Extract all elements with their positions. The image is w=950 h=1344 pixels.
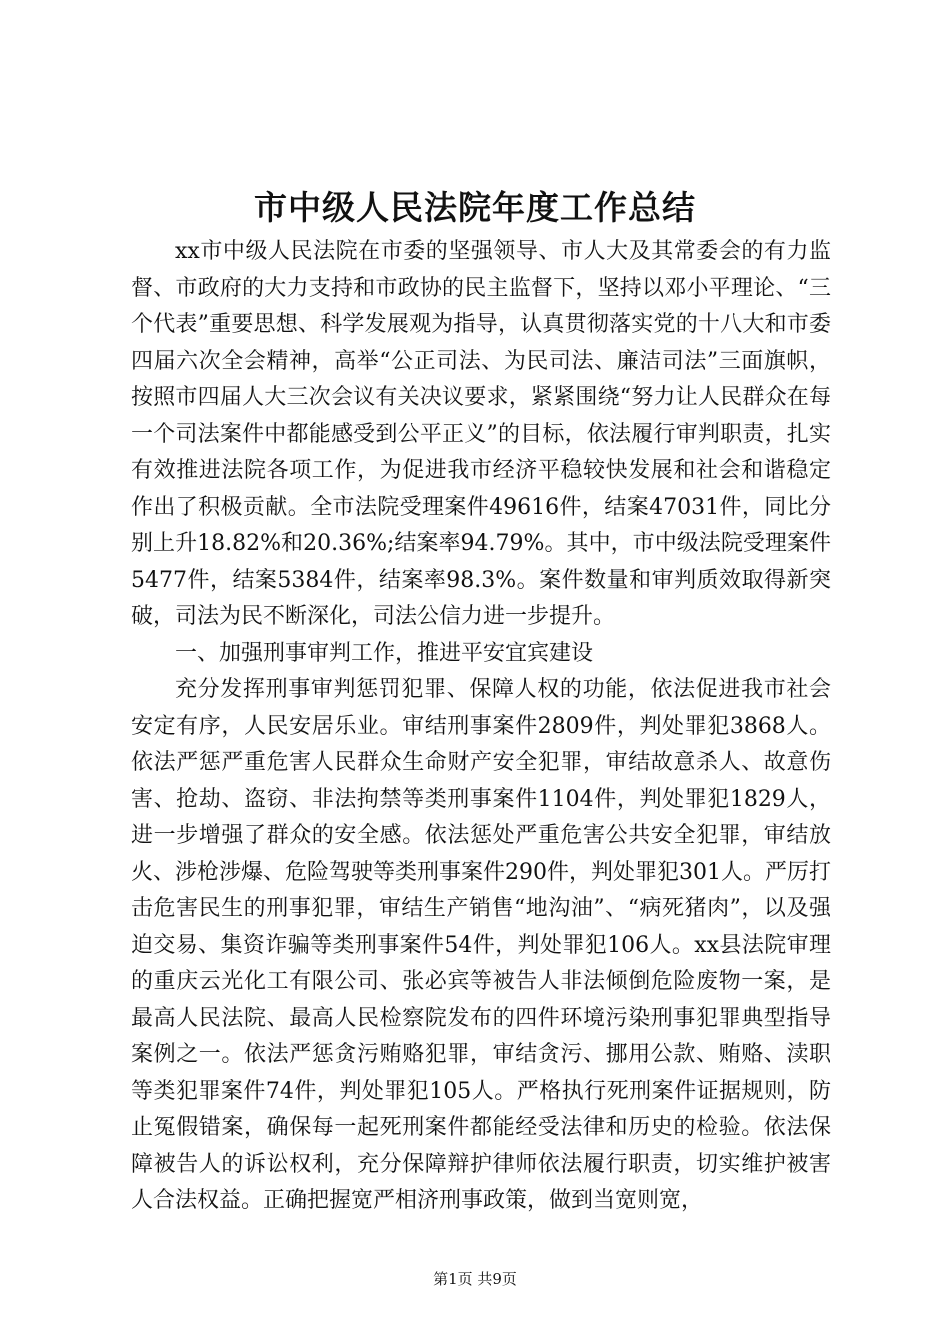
body-paragraph: 充分发挥刑事审判惩罚犯罪、保障人权的功能，依法促进我市社会安定有序，人民安居乐业。审结刑事案件2809件，判处罪犯3868人。依法严惩严重危害人民群众生命财产安全犯罪，审结故意杀人、故意伤害、抢劫、盗窃、非法拘禁等类刑事案件1104件，判处罪犯1829人，进一步增强了群众的安全感。依法惩处严重危害公共安全犯罪，审结放火、涉枪涉爆、危险驾驶等类刑事案件290件，判处罪犯301人。严厉打击危害民生的刑事犯罪，审结生产销售“地沟油”、“病死猪肉”，以及强迫交易、集资诈骗等类刑事案件54件，判处罪犯106人。xx县法院审理的重庆云光化工有限公司、张必宾等被告人非法倾倒危险废物一案，是最高人民法院、最高人民检察院发布的四件环境污染刑事犯罪典型指导案例之一。依法严惩贪污贿赂犯罪，审结贪污、挪用公款、贿赂、渎职等类犯罪案件74件，判处罪犯105人。严格执行死刑案件证据规则，防止冤假错案，确保每一起死刑案件都能经受法律和历史的检验。依法保障被告人的诉讼权利，充分保障辩护律师依法履行职责，切实维护被害人合法权益。正确把握宽严相济刑事政策，做到当宽则宽， xyxy=(131,677,831,1213)
page-footer: 第1页 共9页 xyxy=(433,1270,517,1288)
document-title: 市中级人民法院年度工作总结 xyxy=(254,188,696,227)
section-heading: 一、加强刑事审判工作，推进平安宜宾建设 xyxy=(175,640,594,666)
document-body xyxy=(131,234,831,1220)
intro-paragraph: xx市中级人民法院在市委的坚强领导、市人大及其常委会的有力监督、市政府的大力支持和市政协的民主监督下，坚持以邓小平理论、“三个代表”重要思想、科学发展观为指导，认真贯彻落实党的十八大和市委四届六次全会精神，高举“公正司法、为民司法、廉洁司法”三面旗帜，按照市四届人大三次会议有关决议要求，紧紧围绕“努力让人民群众在每一个司法案件中都能感受到公平正义”的目标，依法履行审判职责，扎实有效推进法院各项工作，为促进我市经济平稳较快发展和社会和谐稳定作出了积极贡献。全市法院受理案件49616件，结案47031件，同比分别上升18.82%和20.36%;结案率94.79%。其中，市中级法院受理案件5477件，结案5384件，结案率98.3%。案件数量和审判质效取得新突破，司法为民不断深化，司法公信力进一步提升。 xyxy=(131,239,831,629)
